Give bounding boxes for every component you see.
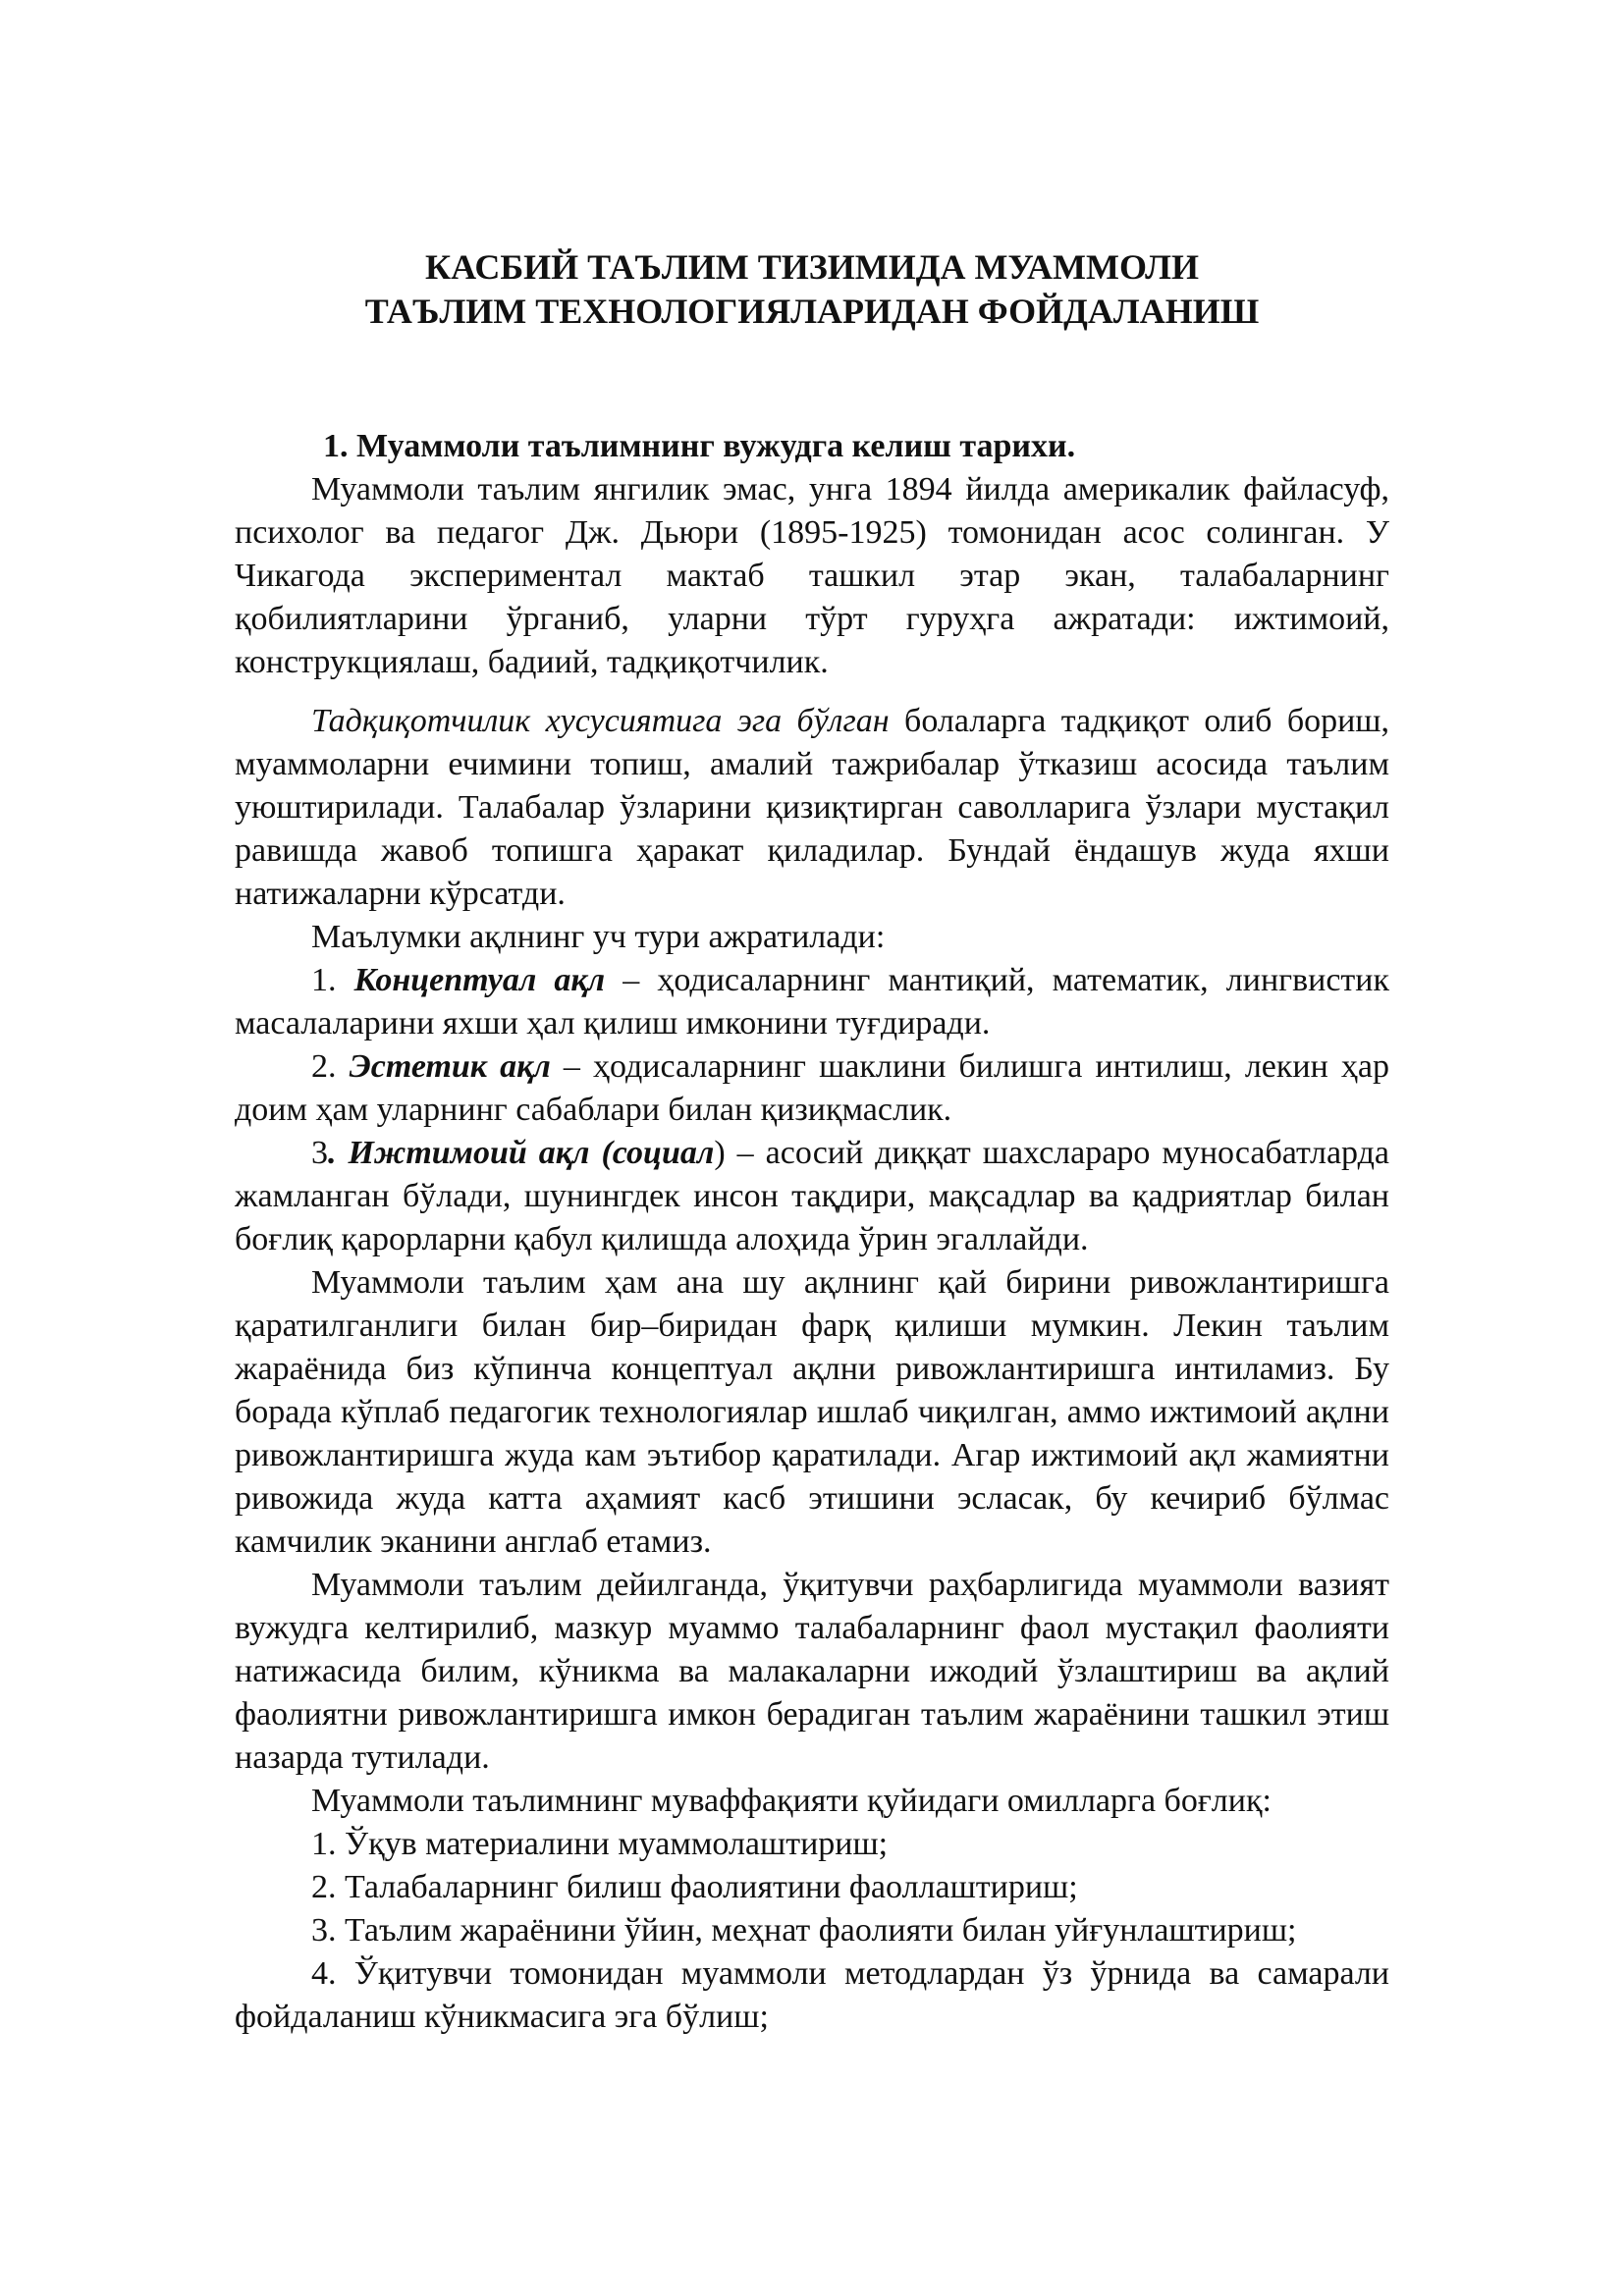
item-1-number: 1.: [311, 962, 354, 998]
paragraph-1: Муаммоли таълим янгилик эмас, унга 1894 йилда америкалик файласуф, психолог ва педагог Дж. Дьюри (1895-1925) томонидан асос солинган. У Чикагода экспериментал мактаб ташкил этар экан, талабаларнинг қобилиятларини ўрганиб, уларни тўрт гуруҳга ажратади: ижтимоий, конструкциялаш, бадиий, тадқиқотчилик.: [235, 471, 1389, 680]
list-item: 3. Таълим жараёнини ўйин, меҳнат фаолияти билан уйғунлаштириш;: [311, 1912, 1297, 1949]
item-2-number: 2.: [311, 1048, 350, 1085]
list-item-aesthetic: [235, 1045, 1389, 1132]
paragraph-2: [235, 700, 1389, 916]
page-title-line-1: КАСБИЙ ТАЪЛИМ ТИЗИМИДА МУАММОЛИ: [425, 247, 1199, 287]
paragraph-2-italic: Тадқиқотчилик хусусиятига эга бўлган: [311, 703, 890, 739]
list-item-concept: [235, 959, 1389, 1045]
paragraph-3: Маълумки ақлнинг уч тури ажратилади:: [311, 919, 886, 955]
item-2-text: – ҳодисаларнинг шаклини билишга интилиш, лекин ҳар доим ҳам уларнинг сабаблари билан қизиқмаслик.: [235, 1048, 1389, 1128]
paragraph-2-rest: болаларга тадқиқот олиб бориш, муаммоларни ечимини топиш, амалий тажрибалар ўтказиш асосида таълим уюштирилади. Талабалар ўзларини қизиқтирган саволларига ўзлари мустақил равишда жавоб топишга ҳаракат қиладилар. Бундай ёндашув жуда яхши натижаларни кўрсатди.: [235, 703, 1389, 912]
paragraph-4: Муаммоли таълим ҳам ана шу ақлнинг қай бирини ривожлантиришга қаратилганлиги билан бир–биридан фарқ қилиши мумкин. Лекин таълим жараёнида биз кўпинча концептуал ақлни ривожлантиришга интиламиз. Бу борада кўплаб педагогик технологиялар ишлаб чиқилган, аммо ижтимоий ақлни ривожлантиришга жуда кам эътибор қаратилади. Агар ижтимоий ақл жамиятни ривожида жуда катта аҳамият касб этишини эсласак, бу кечириб бўлмас камчилик эканини англаб етамиз.: [235, 1264, 1389, 1560]
item-1-text: – ҳодисаларнинг мантиқий, математик, лингвистик масалаларини яхши ҳал қилиш имконини туғдиради.: [235, 962, 1389, 1041]
list-item: 1. Ўқув материалини муаммолаштириш;: [311, 1826, 889, 1862]
item-3-term: . Ижтимоий ақл (социал: [328, 1135, 715, 1171]
list-item: 4. Ўқитувчи томонидан муаммоли методлардан ўз ўрнида ва самарали фойдаланиш кўникмасига эга бўлиш;: [235, 1955, 1389, 2035]
item-3-text: ) – асосий диққат шахслараро муносабатларда жамланган бўлади, шунингдек инсон тақдири, мақсадлар ва қадриятлар билан боғлиқ қарорларни қабул қилишда алоҳида ўрин эгаллайди.: [235, 1135, 1389, 1257]
list-item-social: [235, 1132, 1389, 1261]
section-heading: 1. Муаммоли таълимнинг вужудга келиш тарихи.: [323, 428, 1076, 464]
item-3-number: 3: [311, 1135, 328, 1171]
document-body: [235, 425, 1389, 2039]
item-2-term: Эстетик ақл: [349, 1048, 551, 1085]
item-1-term: Концептуал ақл: [353, 962, 606, 998]
list-item: 2. Талабаларнинг билиш фаолиятини фаоллаштириш;: [311, 1869, 1078, 1905]
paragraph-6: Муаммоли таълимнинг муваффақияти қуйидаги омилларга боғлиқ:: [311, 1783, 1272, 1819]
page-title-line-2: ТАЪЛИМ ТЕХНОЛОГИЯЛАРИДАН ФОЙДАЛАНИШ: [364, 292, 1260, 331]
paragraph-5: Муаммоли таълим дейилганда, ўқитувчи раҳбарлигида муаммоли вазият вужудга келтирилиб, мазкур муаммо талабаларнинг фаол мустақил фаолияти натижасида билим, кўникма ва малакаларни ижодий ўзлаштириш ва ақлий фаолиятни ривожлантиришга имкон берадиган таълим жараёнини ташкил этиш назарда тутилади.: [235, 1567, 1389, 1776]
